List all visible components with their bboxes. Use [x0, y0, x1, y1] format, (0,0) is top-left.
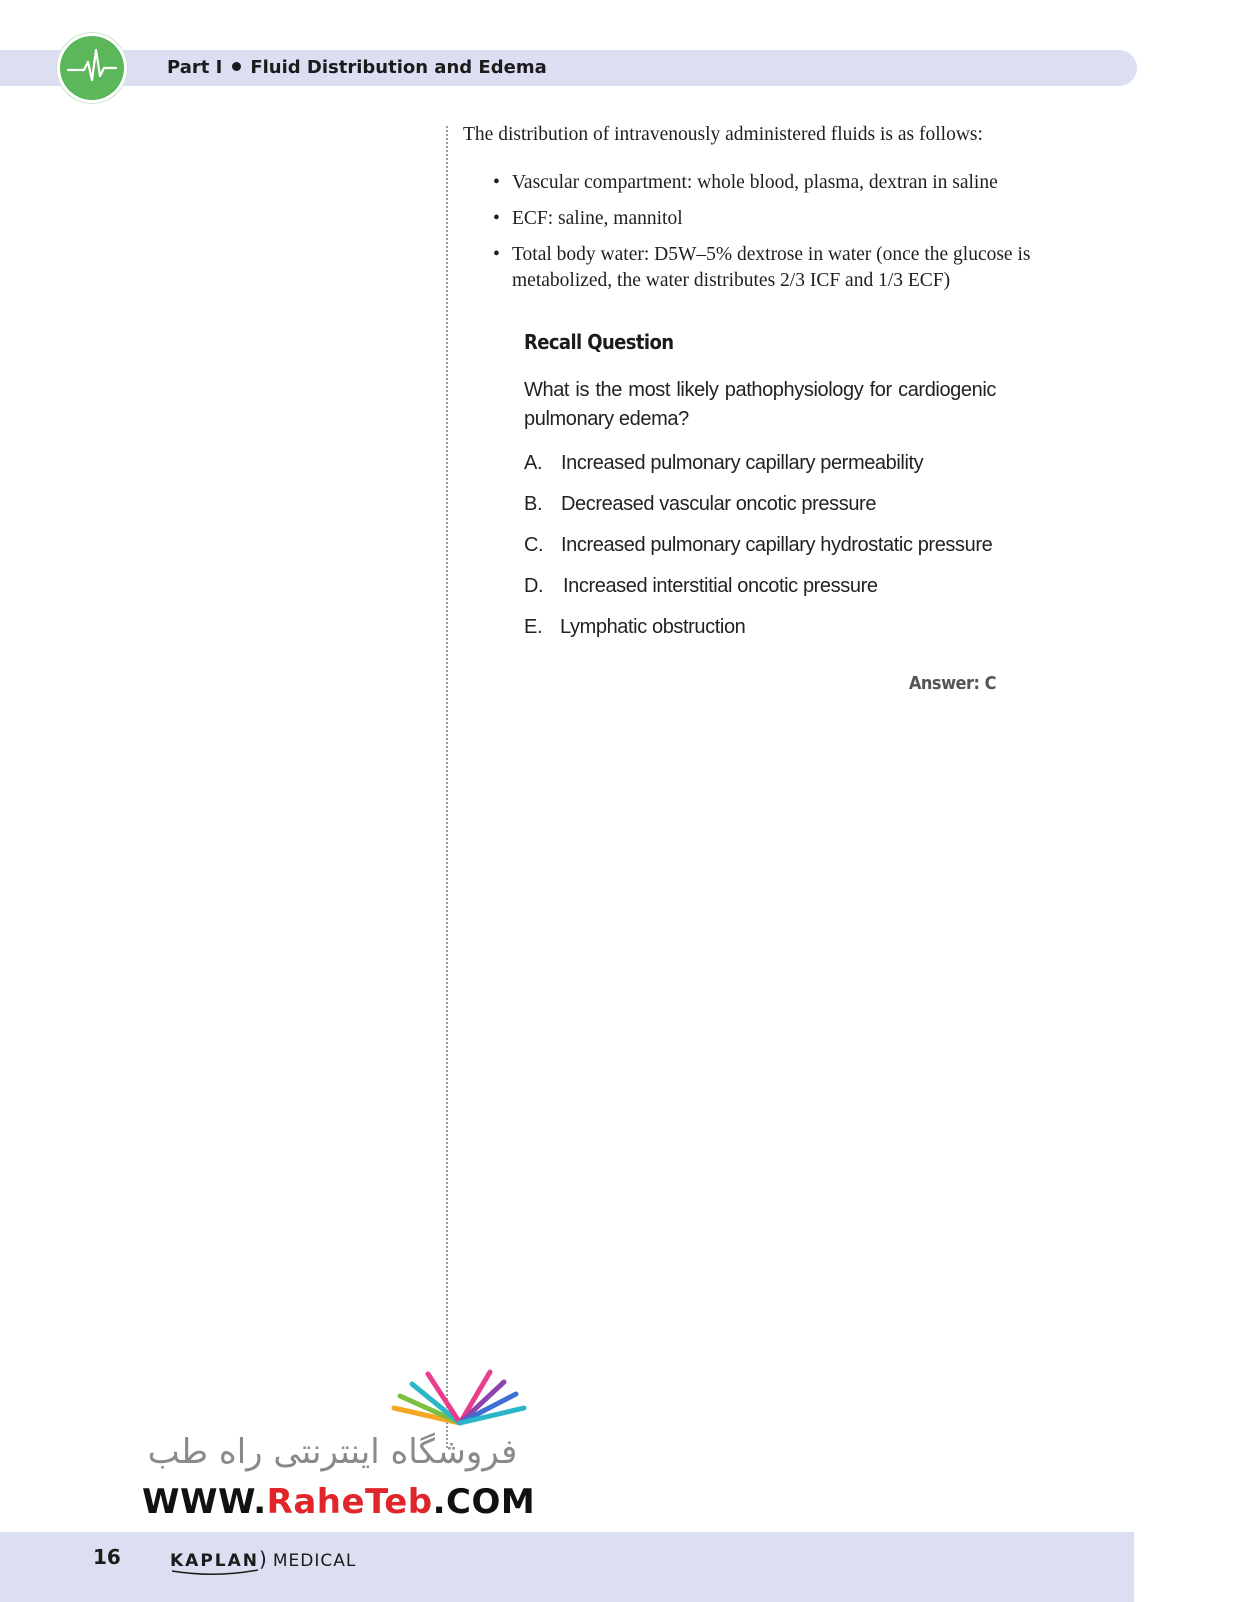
- list-item: • ECF: saline, mannitol: [493, 208, 683, 229]
- publisher-logo: KAPLAN) MEDICAL: [170, 1547, 356, 1571]
- watermark-persian: فروشگاه اینترنتی راه طب: [147, 1432, 518, 1472]
- heartbeat-icon: [60, 36, 124, 100]
- list-item: • Total body water: D5W–5% dextrose in water (once the glucose is metabolized, the water distributes 2/3 ICF and 1/3 ECF): [493, 244, 1031, 291]
- separator-dot: [232, 62, 241, 71]
- running-header: [167, 57, 547, 78]
- option-e: E. Lymphatic obstruction: [524, 616, 746, 638]
- brand-subtitle: MEDICAL: [272, 1551, 357, 1571]
- answer-text: Answer: C: [908, 673, 996, 694]
- option-c: C. Increased pulmonary capillary hydrostatic pressure: [524, 534, 993, 556]
- list-item: • Vascular compartment: whole blood, plasma, dextran in saline: [493, 172, 998, 193]
- option-a: A. Increased pulmonary capillary permeability: [524, 452, 924, 474]
- page-number: 16: [93, 1545, 121, 1569]
- swoosh-icon: [170, 1569, 260, 1577]
- answer-options: [524, 452, 996, 657]
- margin-divider: [446, 126, 448, 1448]
- watermark-url: WWW.RaheTeb.COM: [142, 1482, 536, 1522]
- fluid-distribution-list: [490, 170, 1100, 304]
- question-text: What is the most likely pathophysiology for cardiogenic pulmonary edema?: [524, 379, 996, 430]
- part-label: Part I: [167, 57, 223, 78]
- chapter-title: Fluid Distribution and Edema: [250, 57, 547, 78]
- open-book-logo-icon: [390, 1368, 530, 1428]
- option-b: B. Decreased vascular oncotic pressure: [524, 493, 877, 515]
- recall-title: Recall Question: [524, 330, 674, 354]
- recall-question-box: [524, 330, 996, 694]
- brand-name: KAPLAN: [170, 1551, 260, 1571]
- option-d: D. Increased interstitial oncotic pressure: [524, 575, 878, 597]
- intro-paragraph: The distribution of intravenously administered fluids is as follows:: [463, 124, 983, 145]
